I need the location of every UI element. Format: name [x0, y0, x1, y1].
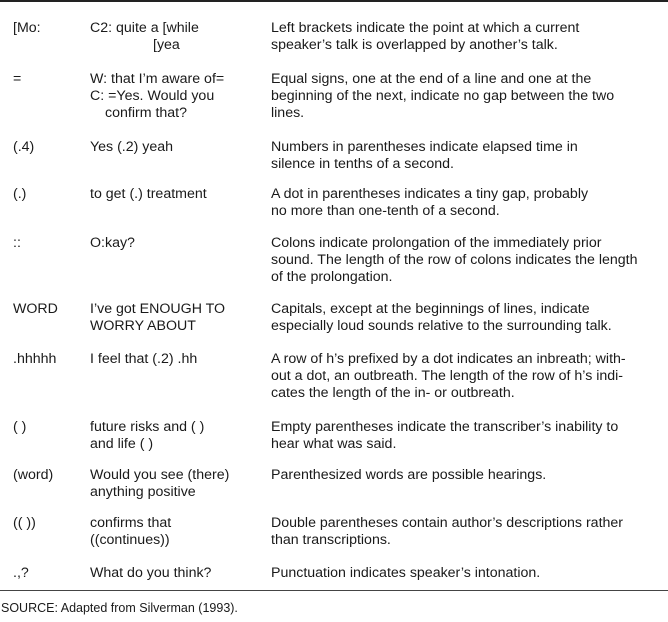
example-line: C2: quite a [while — [90, 20, 199, 36]
description-line: no more than one-tenth of a second. — [271, 203, 500, 219]
description-line: Equal signs, one at the end of a line and one at the — [271, 71, 592, 87]
example-cell — [90, 565, 260, 582]
symbol-cell: ( ) — [13, 419, 27, 435]
example-line: confirm that? — [105, 105, 188, 121]
example-cell — [90, 139, 260, 156]
description-line: beginning of the next, indicate no gap between the two — [271, 88, 615, 104]
symbol-cell: (.) — [13, 186, 27, 202]
symbol-cell: .hhhhh — [13, 351, 57, 367]
symbol-cell: = — [13, 71, 22, 87]
description-cell — [271, 301, 666, 335]
description-line: Empty parentheses indicate the transcriber’s inability to — [271, 419, 619, 435]
symbol-cell: (word) — [13, 467, 54, 483]
description-line: Parenthesized words are possible hearings. — [271, 467, 547, 483]
description-cell — [271, 565, 666, 582]
description-line: than transcriptions. — [271, 532, 391, 548]
description-cell — [271, 71, 666, 122]
description-line: cates the length of the in- or outbreath. — [271, 385, 515, 401]
example-cell — [90, 20, 260, 54]
example-cell — [90, 186, 260, 203]
symbol-cell: [Mo: — [13, 20, 41, 36]
example-line: Yes (.2) yeah — [90, 139, 174, 155]
description-line: Capitals, except at the beginnings of lines, indicate — [271, 301, 590, 317]
description-line: lines. — [271, 105, 305, 121]
example-cell — [90, 467, 260, 501]
example-line: anything positive — [90, 484, 196, 500]
description-cell — [271, 351, 666, 402]
source-note: SOURCE: Adapted from Silverman (1993). — [1, 601, 238, 615]
example-cell — [90, 351, 260, 368]
description-line: speaker’s talk is overlapped by another’s talk. — [271, 37, 558, 53]
example-line: ((continues)) — [90, 532, 170, 548]
description-line: A dot in parentheses indicates a tiny gap, probably — [271, 186, 589, 202]
description-cell — [271, 20, 666, 54]
description-line: silence in tenths of a second. — [271, 156, 454, 172]
description-line: especially loud sounds relative to the surrounding talk. — [271, 318, 612, 334]
description-line: A row of h’s prefixed by a dot indicates an inbreath; with- — [271, 351, 626, 367]
table-top-rule — [0, 0, 668, 2]
example-cell — [90, 515, 260, 549]
example-line: Would you see (there) — [90, 467, 230, 483]
example-line: C: =Yes. Would you — [90, 88, 215, 104]
example-line: O:kay? — [90, 235, 135, 251]
example-cell — [90, 235, 260, 252]
example-line: I feel that (.2) .hh — [90, 351, 198, 367]
symbol-cell: .,? — [13, 565, 29, 581]
description-cell — [271, 419, 666, 453]
symbol-cell: WORD — [13, 301, 58, 317]
description-cell — [271, 235, 666, 286]
description-cell — [271, 186, 666, 220]
symbol-cell: (( )) — [13, 515, 36, 531]
description-line: Punctuation indicates speaker’s intonation. — [271, 565, 541, 581]
description-cell — [271, 467, 666, 484]
table-bottom-rule — [0, 590, 668, 591]
description-line: out a dot, an outbreath. The length of the row of h’s indi- — [271, 368, 624, 384]
description-line: Double parentheses contain author’s descriptions rather — [271, 515, 624, 531]
example-line: [yea — [153, 37, 180, 53]
description-line: of the prolongation. — [271, 269, 393, 285]
example-cell — [90, 301, 260, 335]
example-line: and life ( ) — [90, 436, 154, 452]
example-cell — [90, 71, 260, 122]
symbol-cell: :: — [13, 235, 21, 251]
example-line: What do you think? — [90, 565, 212, 581]
example-cell — [90, 419, 260, 453]
example-line: WORRY ABOUT — [90, 318, 196, 334]
symbol-cell: (.4) — [13, 139, 35, 155]
example-line: to get (.) treatment — [90, 186, 207, 202]
description-cell — [271, 515, 666, 549]
example-line: I’ve got ENOUGH TO — [90, 301, 226, 317]
example-line: W: that I’m aware of= — [90, 71, 225, 87]
description-line: sound. The length of the row of colons indicates the length — [271, 252, 638, 268]
description-line: Colons indicate prolongation of the immediately prior — [271, 235, 602, 251]
description-line: Numbers in parentheses indicate elapsed time in — [271, 139, 578, 155]
example-line: future risks and ( ) — [90, 419, 205, 435]
description-line: Left brackets indicate the point at which a current — [271, 20, 580, 36]
description-line: hear what was said. — [271, 436, 397, 452]
example-line: confirms that — [90, 515, 172, 531]
description-cell — [271, 139, 666, 173]
